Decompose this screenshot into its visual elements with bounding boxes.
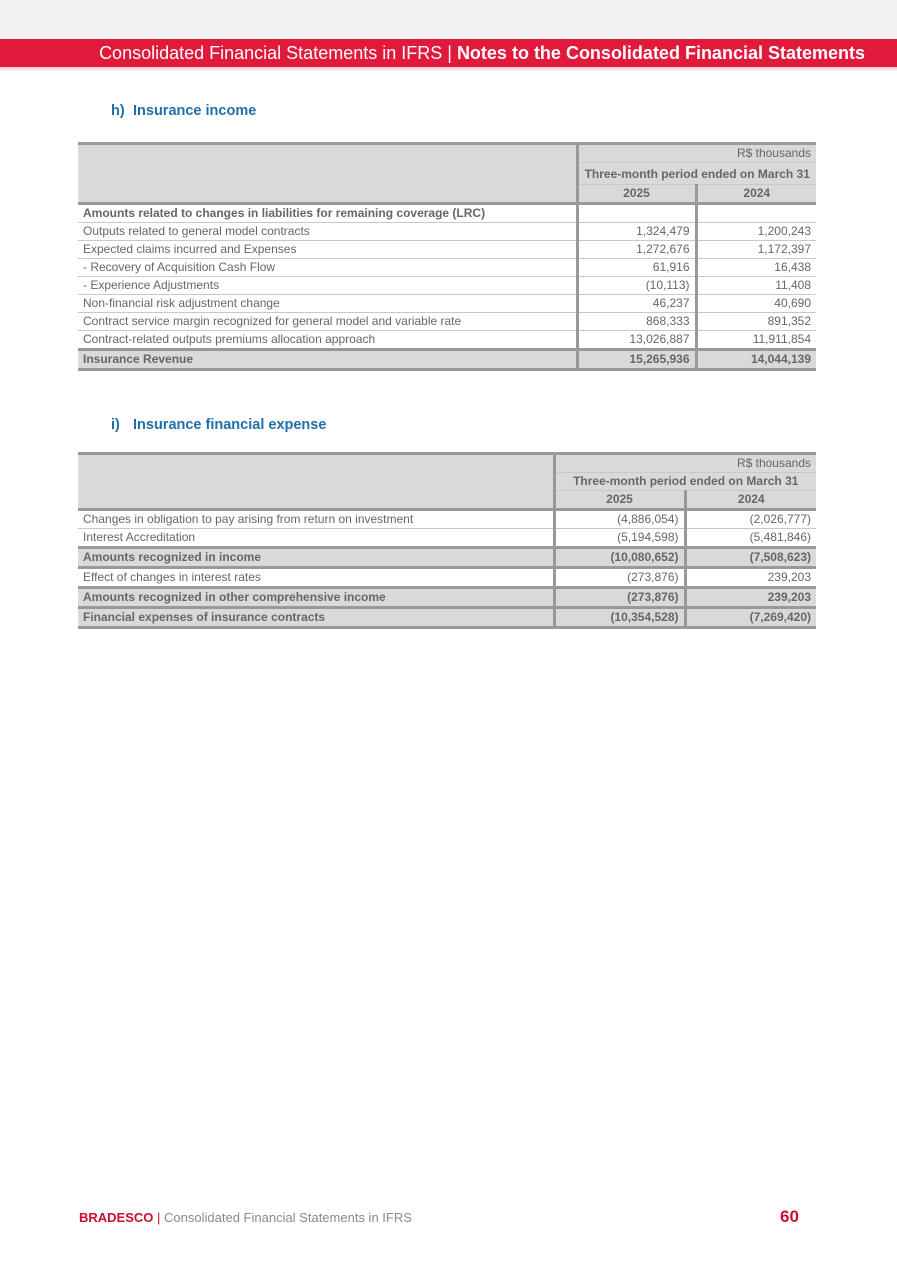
col-2025-header: 2025 [577, 185, 696, 204]
row-value-2025: (273,876) [554, 588, 685, 608]
header-blank-cell [78, 144, 577, 204]
row-label: Interest Accreditation [78, 529, 554, 548]
top-margin [0, 0, 897, 39]
row-value-2025: 1,272,676 [577, 241, 696, 259]
row-label: Non-financial risk adjustment change [78, 295, 577, 313]
row-value-2024: 239,203 [685, 588, 816, 608]
insurance-income-table [78, 142, 816, 371]
table-row [78, 568, 816, 588]
row-value-2025: (10,354,528) [554, 608, 685, 628]
section-i-title [111, 417, 326, 433]
row-value-2024: (7,269,420) [685, 608, 816, 628]
row-label: Amounts recognized in other comprehensive income [78, 588, 554, 608]
row-value-2025: 868,333 [577, 313, 696, 331]
col-2024-header: 2024 [696, 185, 816, 204]
row-label: Changes in obligation to pay arising from return on investment [78, 510, 554, 529]
footer-separator: | [157, 1210, 161, 1225]
table-row [78, 510, 816, 529]
row-value-2025: (10,113) [577, 277, 696, 295]
row-label: Amounts related to changes in liabilities for remaining coverage (LRC) [78, 204, 577, 223]
total-row [78, 608, 816, 628]
row-value-2024: 1,172,397 [696, 241, 816, 259]
subtotal-row [78, 548, 816, 568]
row-value-2024: 11,408 [696, 277, 816, 295]
row-label: Effect of changes in interest rates [78, 568, 554, 588]
row-value-2025: 61,916 [577, 259, 696, 277]
row-value-2024: 11,911,854 [696, 331, 816, 350]
footer-text: Consolidated Financial Statements in IFRS [164, 1210, 412, 1225]
row-label: Outputs related to general model contracts [78, 223, 577, 241]
units-cell: R$ thousands [577, 144, 816, 163]
section-h-title [111, 103, 256, 119]
period-header: Three-month period ended on March 31 [577, 163, 816, 185]
row-label: Insurance Revenue [78, 350, 577, 370]
row-value-2025: (273,876) [554, 568, 685, 588]
row-value-2025: 15,265,936 [577, 350, 696, 370]
row-value-2024: 14,044,139 [696, 350, 816, 370]
row-value-2025: (5,194,598) [554, 529, 685, 548]
table-row [78, 241, 816, 259]
subtotal-row [78, 588, 816, 608]
table-row [78, 295, 816, 313]
row-label: Amounts recognized in income [78, 548, 554, 568]
table-row [78, 529, 816, 548]
row-value-2025: 13,026,887 [577, 331, 696, 350]
row-label: Expected claims incurred and Expenses [78, 241, 577, 259]
row-value-2025 [577, 204, 696, 223]
section-i-label: i) [111, 417, 120, 433]
col-2024-header: 2024 [685, 491, 816, 510]
row-value-2025: (10,080,652) [554, 548, 685, 568]
row-value-2024: 1,200,243 [696, 223, 816, 241]
table-row [78, 313, 816, 331]
header-title-bold: Notes to the Consolidated Financial Statements [456, 42, 865, 63]
row-label: - Experience Adjustments [78, 277, 577, 295]
row-value-2024: 891,352 [696, 313, 816, 331]
units-cell: R$ thousands [554, 454, 816, 473]
header-blank-cell [78, 454, 554, 510]
row-label: Contract service margin recognized for general model and variable rate [78, 313, 577, 331]
total-row [78, 350, 816, 370]
page-header-banner [0, 39, 897, 67]
row-value-2024: (2,026,777) [685, 510, 816, 529]
header-shadow [0, 67, 897, 72]
row-value-2024: 40,690 [696, 295, 816, 313]
table-row [78, 277, 816, 295]
row-value-2024: (5,481,846) [685, 529, 816, 548]
row-value-2024: 239,203 [685, 568, 816, 588]
section-h-label: h) [111, 103, 125, 119]
page-footer [79, 1210, 412, 1225]
row-label: - Recovery of Acquisition Cash Flow [78, 259, 577, 277]
table-row [78, 223, 816, 241]
page-number: 60 [780, 1207, 799, 1226]
row-label: Financial expenses of insurance contracts [78, 608, 554, 628]
header-title-regular: Consolidated Financial Statements in IFRS | [99, 42, 452, 63]
table-row [78, 259, 816, 277]
table-row [78, 331, 816, 350]
period-header: Three-month period ended on March 31 [554, 473, 816, 491]
col-2025-header: 2025 [554, 491, 685, 510]
row-value-2024: (7,508,623) [685, 548, 816, 568]
section-h-heading: Insurance income [133, 103, 257, 119]
footer-brand: BRADESCO [79, 1210, 154, 1225]
row-value-2025: 1,324,479 [577, 223, 696, 241]
section-i-heading: Insurance financial expense [133, 417, 327, 433]
row-value-2024: 16,438 [696, 259, 816, 277]
insurance-financial-expense-table [78, 452, 816, 629]
row-value-2024 [696, 204, 816, 223]
table-row [78, 204, 816, 223]
row-value-2025: (4,886,054) [554, 510, 685, 529]
row-label: Contract-related outputs premiums allocation approach [78, 331, 577, 350]
row-value-2025: 46,237 [577, 295, 696, 313]
